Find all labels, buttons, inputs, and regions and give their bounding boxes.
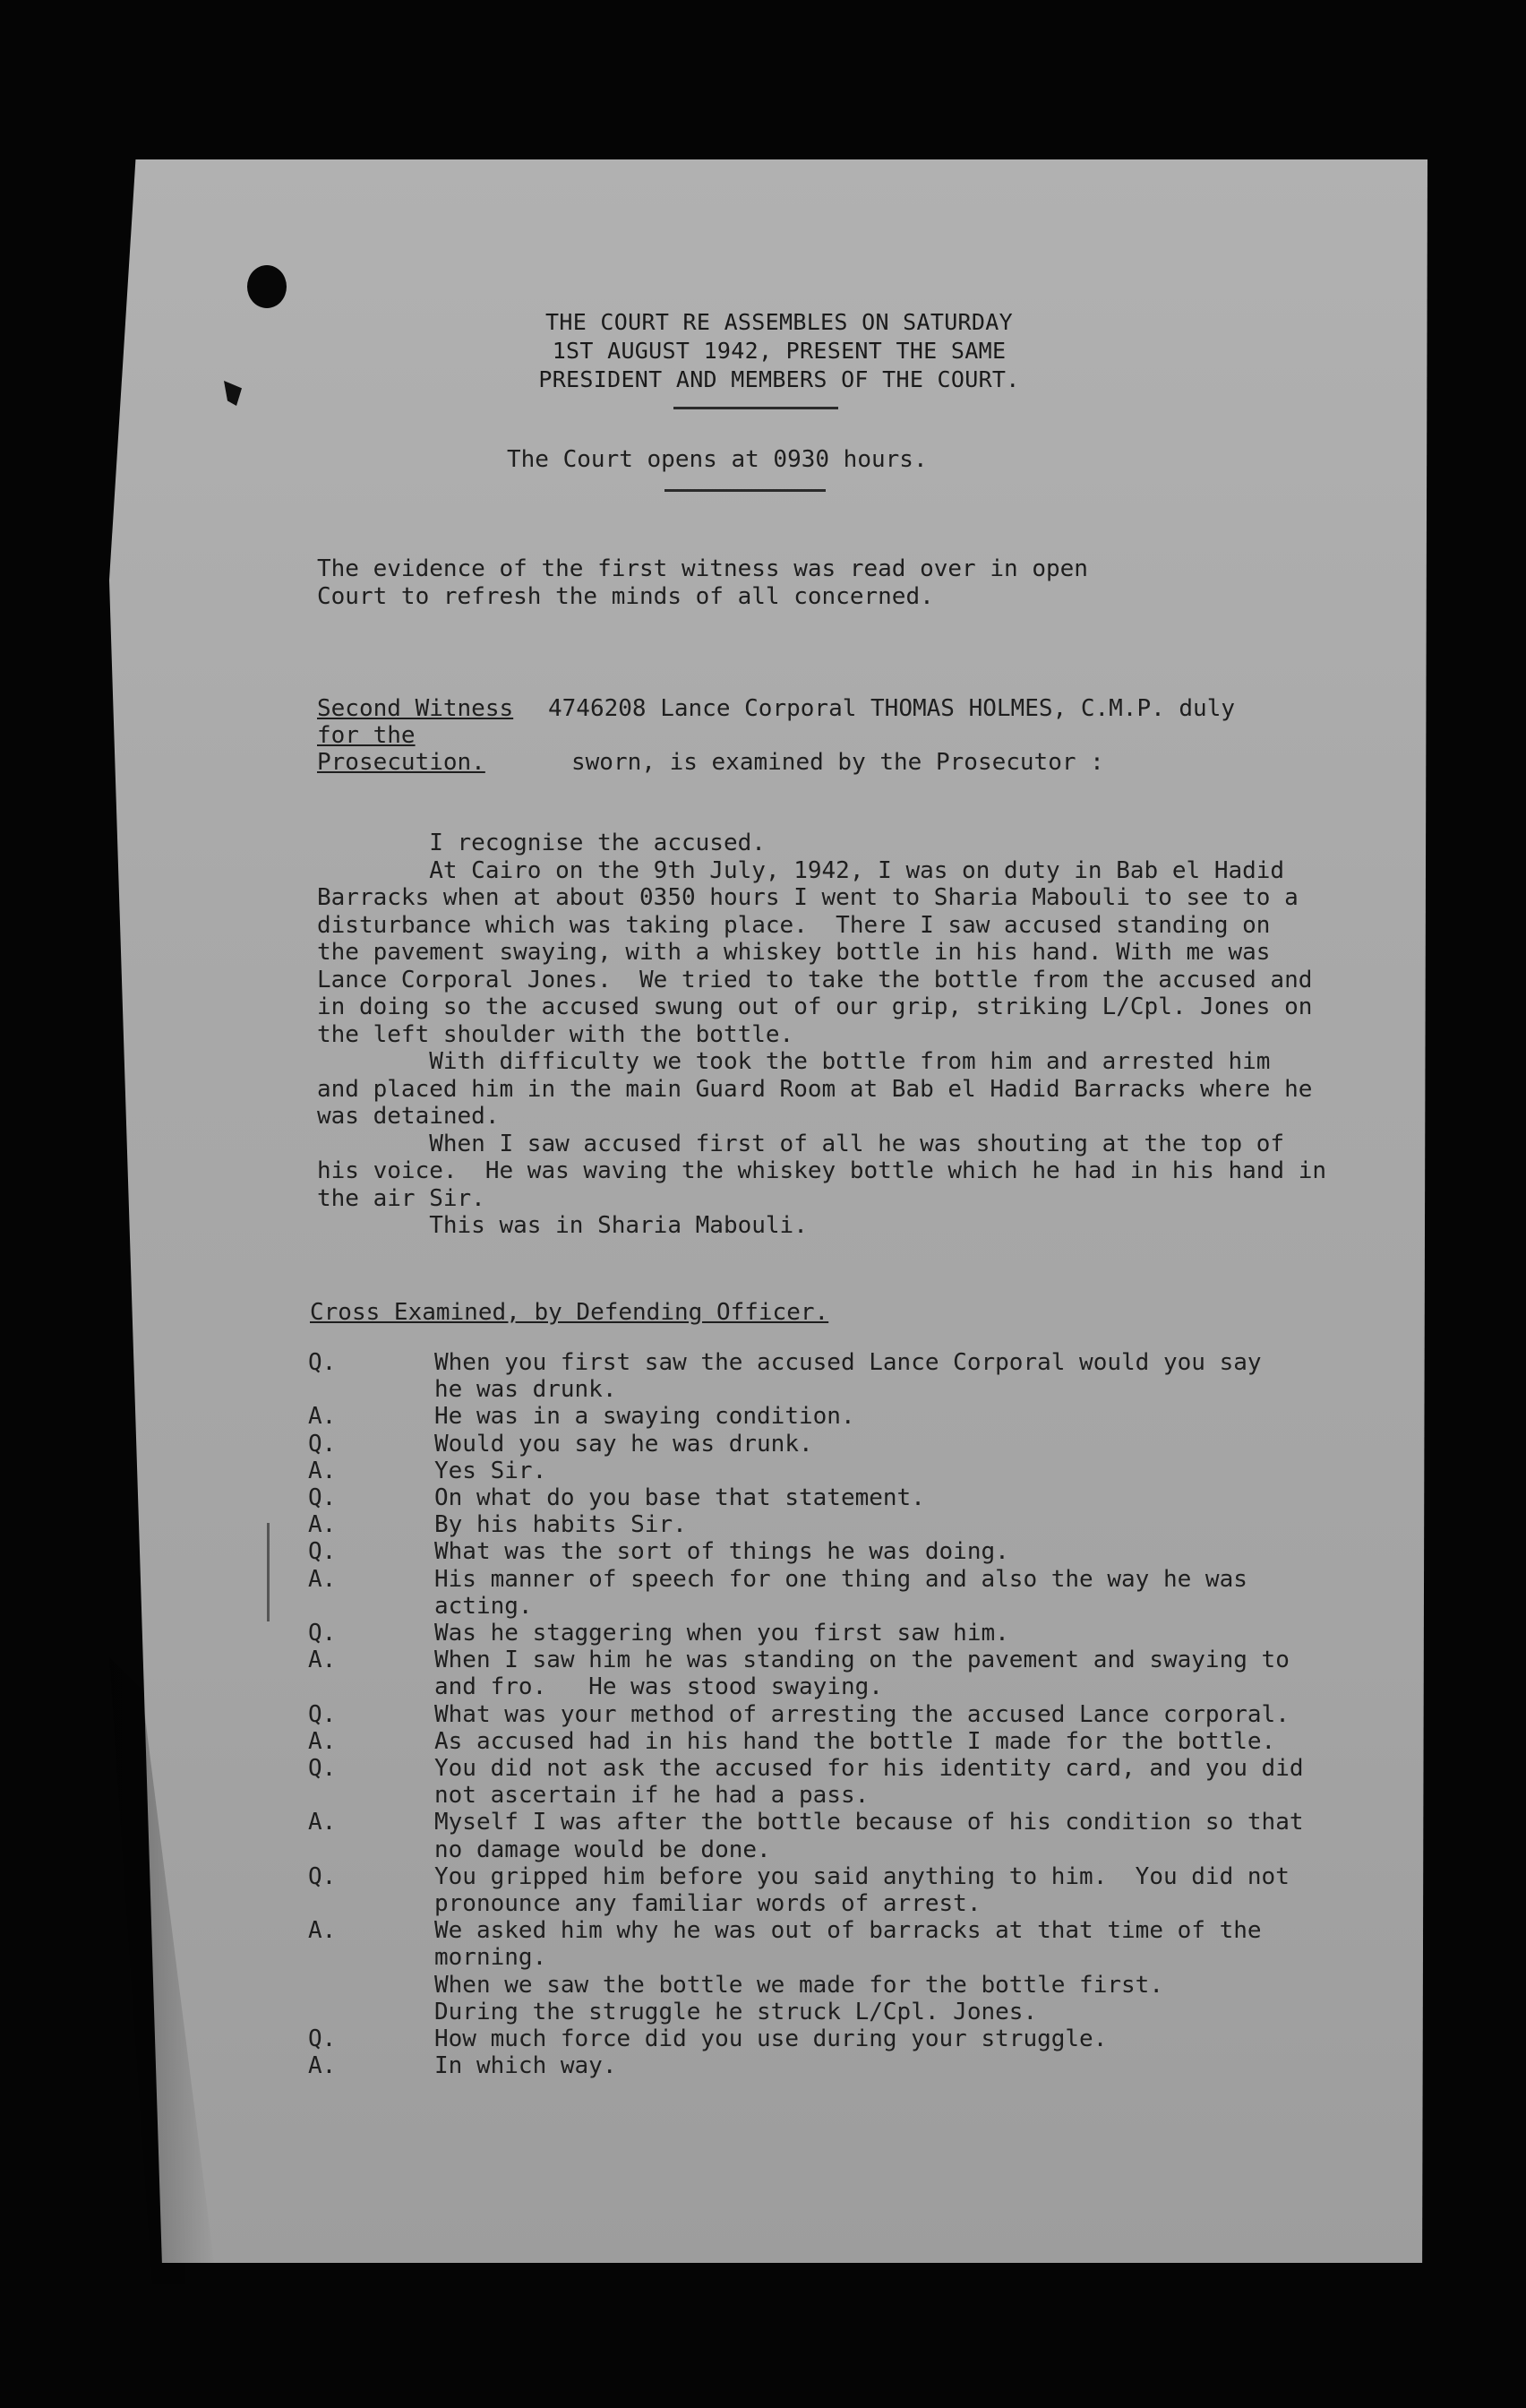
- qa-text: How much force did you use during your struggle.: [434, 2025, 1108, 2053]
- qa-tag: Q.: [308, 1430, 337, 1458]
- statement-line: the pavement swaying, with a whiskey bottle in his hand. With me was: [317, 939, 1271, 966]
- qa-row: [308, 2052, 1365, 2079]
- cross-examination-heading: Cross Examined, by Defending Officer.: [310, 1299, 829, 1326]
- statement-line: This was in Sharia Mabouli.: [317, 1212, 808, 1239]
- heading-line: THE COURT RE ASSEMBLES ON SATURDAY: [545, 309, 1013, 335]
- qa-text: Was he staggering when you first saw him.: [434, 1620, 1009, 1647]
- qa-row: [308, 1403, 1365, 1430]
- qa-text: In which way.: [434, 2052, 617, 2080]
- qa-tag: A.: [308, 1727, 337, 1755]
- qa-tag: A.: [308, 1917, 337, 1945]
- qa-tag: Q.: [308, 1349, 337, 1376]
- qa-tag: Q.: [308, 2025, 337, 2053]
- heading-line: PRESIDENT AND MEMBERS OF THE COURT.: [538, 366, 1020, 392]
- statement-line: and placed him in the main Guard Room at Bab el Hadid Barracks where he: [317, 1075, 1313, 1103]
- qa-tag: Q.: [308, 1862, 337, 1890]
- qa-text: You gripped him before you said anything to him. You did not pronounce any familiar words of arrest.: [434, 1862, 1290, 1918]
- qa-row: [308, 1458, 1365, 1484]
- statement-line: At Cairo on the 9th July, 1942, I was on duty in Bab el Hadid: [317, 856, 1285, 884]
- qa-row: [308, 2025, 1365, 2052]
- statement-line: I recognise the accused.: [317, 830, 766, 856]
- qa-text: Would you say he was drunk.: [434, 1430, 813, 1458]
- qa-row: [308, 1728, 1365, 1755]
- qa-row: [308, 1349, 1365, 1403]
- qa-tag: Q.: [308, 1620, 337, 1647]
- qa-tag: Q.: [308, 1700, 337, 1728]
- qa-text: What was the sort of things he was doing.: [434, 1538, 1009, 1566]
- court-opening: The Court opens at 0930 hours.: [507, 446, 928, 473]
- qa-row: [308, 1620, 1365, 1647]
- qa-tag: A.: [308, 1565, 337, 1593]
- qa-text: On what do you base that statement.: [434, 1484, 925, 1512]
- qa-text: As accused had in his hand the bottle I made for the bottle.: [434, 1727, 1276, 1755]
- qa-tag: Q.: [308, 1484, 337, 1512]
- qa-row: [308, 1538, 1365, 1565]
- qa-tag: A.: [308, 1647, 337, 1674]
- qa-row: [308, 1511, 1365, 1538]
- heading-line: 1ST AUGUST 1942, PRESENT THE SAME: [552, 338, 1007, 364]
- qa-row: [308, 1917, 1365, 2025]
- qa-row: [308, 1755, 1365, 1809]
- witness-line-2: sworn, is examined by the Prosecutor :: [571, 749, 1104, 776]
- statement-line: the left shoulder with the bottle.: [317, 1020, 794, 1048]
- qa-row: [308, 1484, 1365, 1511]
- qa-text: By his habits Sir.: [434, 1511, 687, 1539]
- statement-line: disturbance which was taking place. There I saw accused standing on: [317, 911, 1271, 939]
- statement-line: the air Sir.: [317, 1184, 485, 1212]
- qa-row: [308, 1701, 1365, 1728]
- qa-text: You did not ask the accused for his identity card, and you did not ascertain if he had a pass.: [434, 1755, 1304, 1810]
- statement-line: Lance Corporal Jones. We tried to take the bottle from the accused and: [317, 966, 1313, 993]
- qa-row: [308, 1647, 1365, 1700]
- intro-paragraph: The evidence of the first witness was read over in open Court to refresh the minds of all concerned.: [317, 555, 1088, 610]
- qa-row: [308, 1431, 1365, 1458]
- qa-text: His manner of speech for one thing and also the way he was acting.: [434, 1565, 1247, 1620]
- margin-mark: [267, 1523, 270, 1621]
- qa-tag: Q.: [308, 1538, 337, 1566]
- qa-text: When you first saw the accused Lance Corporal would you say he was drunk.: [434, 1349, 1262, 1404]
- statement-line: Barracks when at about 0350 hours I went to Sharia Mabouli to see to a: [317, 884, 1299, 911]
- witness-statement: [317, 830, 1326, 1240]
- qa-tag: Q.: [308, 1755, 337, 1783]
- qa-tag: A.: [308, 2052, 337, 2080]
- witness-side-label: Second Witness for the Prosecution.: [317, 695, 514, 776]
- opening-rule: [664, 489, 826, 492]
- qa-text: Yes Sir.: [434, 1457, 547, 1484]
- qa-text: We asked him why he was out of barracks at that time of the morning. When we saw the bottle we made for the bottle first. During the struggle he struck L/Cpl. Jones.: [434, 1917, 1262, 2025]
- qa-text: When I saw him he was standing on the pavement and swaying to and fro. He was stood swaying.: [434, 1647, 1290, 1701]
- witness-line-1: 4746208 Lance Corporal THOMAS HOLMES, C.M.P. duly: [548, 695, 1236, 722]
- qa-row: [308, 1809, 1365, 1862]
- qa-text: What was your method of arresting the accused Lance corporal.: [434, 1700, 1290, 1728]
- statement-line: his voice. He was waving the whiskey bottle which he had in his hand in: [317, 1157, 1327, 1184]
- heading-rule: [673, 407, 838, 409]
- question-answer-list: [308, 1349, 1365, 2079]
- statement-line: in doing so the accused swung out of our grip, striking L/Cpl. Jones on: [317, 993, 1313, 1020]
- qa-text: Myself I was after the bottle because of his condition so that no damage would be done.: [434, 1809, 1304, 1863]
- qa-row: [308, 1566, 1365, 1620]
- statement-line: was detained.: [317, 1103, 500, 1130]
- qa-tag: A.: [308, 1403, 337, 1431]
- qa-tag: A.: [308, 1809, 337, 1836]
- statement-line: When I saw accused first of all he was shouting at the top of: [317, 1130, 1285, 1157]
- qa-text: He was in a swaying condition.: [434, 1403, 855, 1431]
- qa-tag: A.: [308, 1457, 337, 1484]
- qa-tag: A.: [308, 1511, 337, 1539]
- qa-row: [308, 1863, 1365, 1917]
- court-heading: [537, 308, 1021, 394]
- statement-line: With difficulty we took the bottle from him and arrested him: [317, 1048, 1271, 1075]
- punch-hole: [247, 265, 287, 308]
